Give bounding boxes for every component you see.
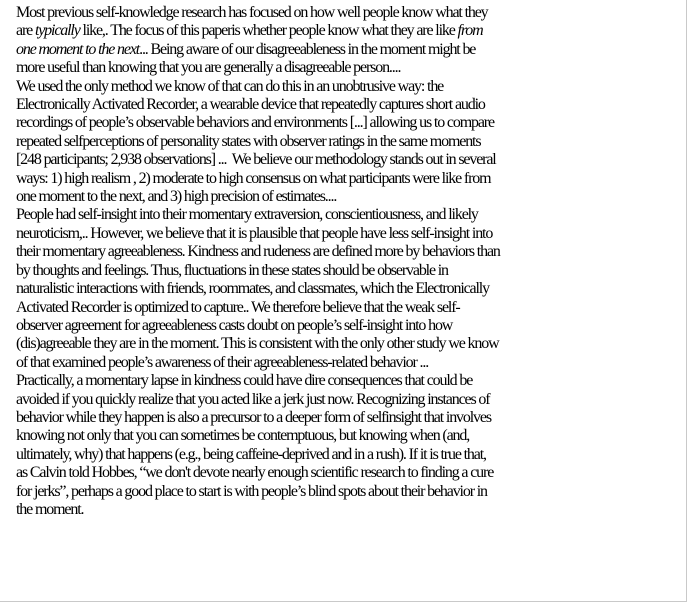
text-line <box>6 188 684 206</box>
text-run: ultimately, why) that happens (e.g., being caffeine-deprived and in a rush). If it is true that, <box>16 445 486 463</box>
paragraph <box>6 78 684 207</box>
text-line <box>6 446 684 464</box>
text-line <box>6 483 684 501</box>
text-run: for jerks”, perhaps a good place to start is with people’s blind spots about their behavior in <box>16 482 487 500</box>
italic-text-run: from <box>457 22 483 40</box>
text-run: We used the only method we know of that can do this in an unobtrusive way: the <box>16 77 444 95</box>
text-run: are <box>16 22 35 40</box>
text-line <box>6 299 684 317</box>
text-line <box>6 501 684 519</box>
text-line <box>6 96 684 114</box>
text-line <box>6 243 684 261</box>
text-line <box>6 317 684 335</box>
text-run: knowing not only that you can sometimes be contemptuous, but knowing when (and, <box>16 427 470 445</box>
paragraph <box>6 4 684 78</box>
text-run: [248 participants; 2,938 observations] ... We believe our methodology stands out in several <box>16 151 496 169</box>
text-run: repeated selfperceptions of personality states with observer ratings in the same moments <box>16 132 481 150</box>
text-run: (dis)agreeable they are in the moment. This is consistent with the only other study we know <box>16 335 499 353</box>
text-run: of that examined people’s awareness of their agreeableness-related behavior ... <box>16 353 429 371</box>
italic-text-run: one moment to the next <box>16 40 140 58</box>
text-run: by thoughts and feelings. Thus, fluctuations in these states should be observable in <box>16 261 448 279</box>
text-line <box>6 372 684 390</box>
text-run: one moment to the next, and 3) high precision of estimates.... <box>16 188 337 206</box>
text-line <box>6 354 684 372</box>
text-run: the moment. <box>16 500 84 518</box>
text-run: ... Being aware of our disagreeableness in the moment might be <box>139 40 476 58</box>
text-run: Practically, a momentary lapse in kindness could have dire consequences that could be <box>16 372 473 390</box>
text-run: more useful than knowing that you are generally a disagreeable person.... <box>16 59 401 77</box>
text-run: Electronically Activated Recorder, a wearable device that repeatedly captures short audio <box>16 96 485 114</box>
text-line <box>6 335 684 353</box>
text-line <box>6 114 684 132</box>
text-line <box>6 225 684 243</box>
text-line <box>6 41 684 59</box>
text-run: as Calvin told Hobbes, “we don't devote nearly enough scientific research to finding a cure <box>16 464 494 482</box>
paragraph <box>6 372 684 519</box>
text-run: naturalistic interactions with friends, roommates, and classmates, which the Electronically <box>16 280 489 298</box>
paragraph <box>6 206 684 372</box>
text-line <box>6 464 684 482</box>
text-line <box>6 133 684 151</box>
text-run: their momentary agreeableness. Kindness and rudeness are defined more by behaviors than <box>16 243 500 261</box>
text-line <box>6 4 684 22</box>
text-line <box>6 170 684 188</box>
document-body <box>6 4 684 519</box>
text-line <box>6 22 684 40</box>
italic-text-run: typically <box>34 22 80 40</box>
text-line <box>6 262 684 280</box>
text-run: neuroticism,.. However, we believe that it is plausible that people have less self-insight into <box>16 224 493 242</box>
text-line <box>6 78 684 96</box>
text-run: People had self-insight into their momentary extraversion, conscientiousness, and likely <box>16 206 478 224</box>
text-line <box>6 280 684 298</box>
text-line <box>6 409 684 427</box>
text-run: recordings of people’s observable behaviors and environments [...] allowing us to compare <box>16 114 494 132</box>
text-run: observer agreement for agreeableness casts doubt on people’s self-insight into how <box>16 316 453 334</box>
text-line <box>6 206 684 224</box>
text-run: ways: 1) high realism , 2) moderate to high consensus on what participants were like from <box>16 169 491 187</box>
text-run: avoided if you quickly realize that you acted like a jerk just now. Recognizing instances of <box>16 390 490 408</box>
text-run: like,. The focus of this paperis whether people know what they are like <box>79 22 458 40</box>
text-run: Most previous self-knowledge research has focused on how well people know what they <box>16 4 488 21</box>
text-line <box>6 59 684 77</box>
text-run: Activated Recorder is optimized to capture.. We therefore believe that the weak self- <box>16 298 460 316</box>
text-run: behavior while they happen is also a precursor to a deeper form of selfinsight that involves <box>16 408 491 426</box>
text-line <box>6 427 684 445</box>
text-line <box>6 391 684 409</box>
text-line <box>6 151 684 169</box>
